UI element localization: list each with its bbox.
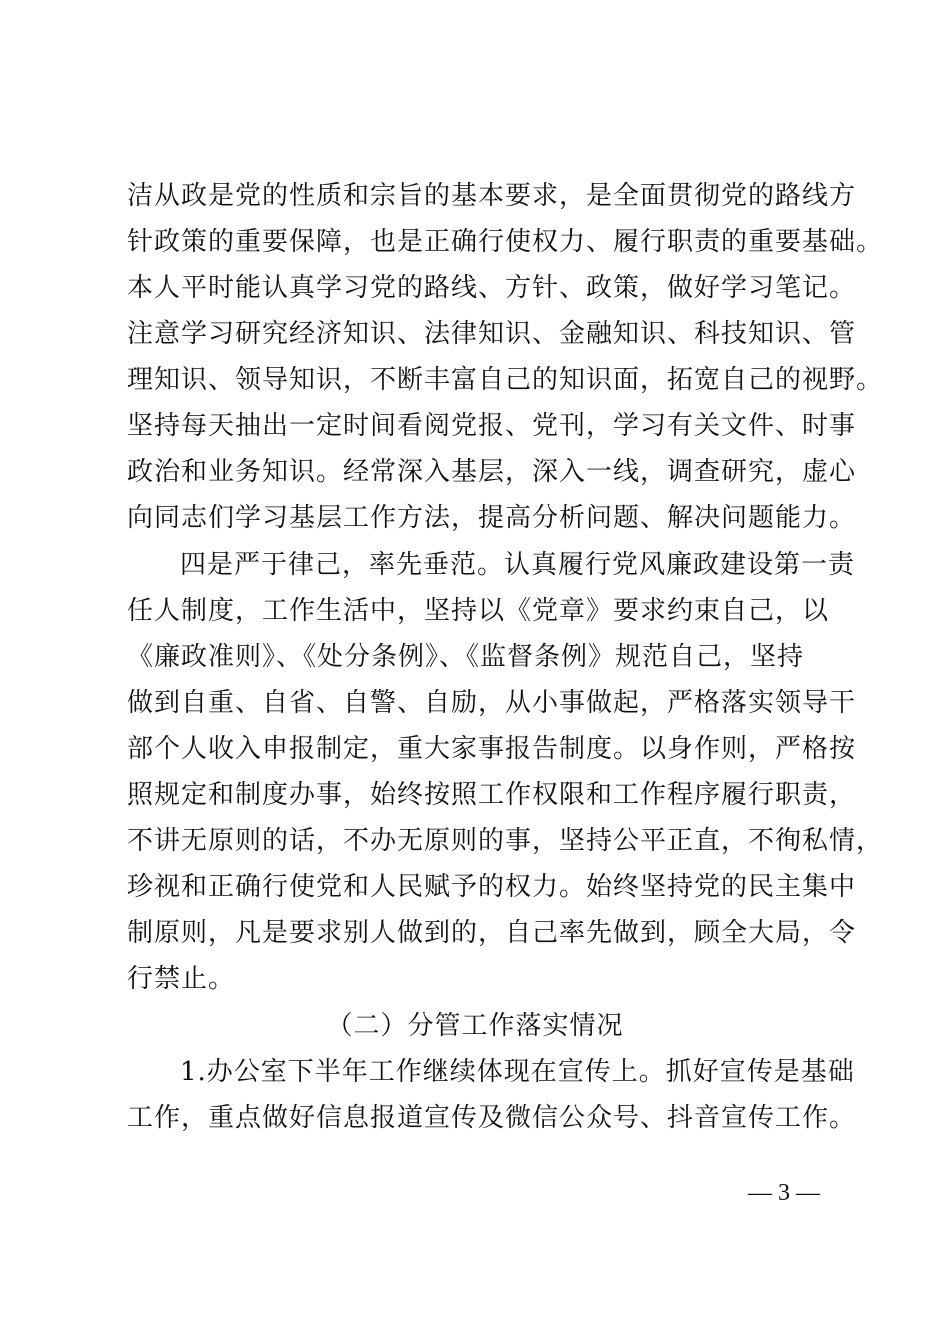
text-line: 洁从政是党的性质和宗旨的基本要求，是全面贯彻党的路线方 [127,181,857,211]
text-line: 针政策的重要保障，也是正确行使权力、履行职责的重要基础。 [127,227,884,257]
text-line: 坚持每天抽出一定时间看阅党报、党刊，学习有关文件、时事 [127,411,857,441]
text-line: 照规定和制度办事，始终按照工作权限和工作程序履行职责， [127,780,857,810]
text-line: 任人制度，工作生活中，坚持以《党章》要求约束自己，以 [127,596,830,626]
text-line: 政治和业务知识。经常深入基层，深入一线，调查研究，虚心 [127,457,857,487]
text-line: 珍视和正确行使党和人民赋予的权力。始终坚持党的民主集中 [127,872,857,902]
text-line: 理知识、领导知识，不断丰富自己的知识面，拓宽自己的视野。 [127,365,884,395]
page-number: — 3 — [748,1180,820,1206]
text-line: 《廉政准则》、《处分条例》、《监督条例》规范自己，坚持 [127,642,805,672]
section-heading: （二）分管工作落实情况 [326,1011,624,1041]
text-line: 四是严于律己，率先垂范。认真履行党风廉政建设第一责 [180,550,856,580]
text-line: 本人平时能认真学习党的路线、方针、政策，做好学习笔记。 [127,273,857,303]
text-line: 行禁止。 [127,964,236,994]
text-line: 部个人收入申报制定，重大家事报告制度。以身作则，严格按 [127,734,857,764]
text-line: 向同志们学习基层工作方法，提高分析问题、解决问题能力。 [127,503,857,533]
text-line: 1.办公室下半年工作继续体现在宣传上。抓好宣传是基础 [180,1057,855,1087]
text-line: 工作，重点做好信息报道宣传及微信公众号、抖音宣传工作。 [127,1103,857,1133]
text-line: 注意学习研究经济知识、法律知识、金融知识、科技知识、管 [127,319,857,349]
text-line: 不讲无原则的话，不办无原则的事，坚持公平正直，不徇私情， [127,826,884,856]
text-line: 做到自重、自省、自警、自励，从小事做起，严格落实领导干 [127,688,857,718]
text-line: 制原则，凡是要求别人做到的，自己率先做到，顾全大局，令 [127,918,857,948]
